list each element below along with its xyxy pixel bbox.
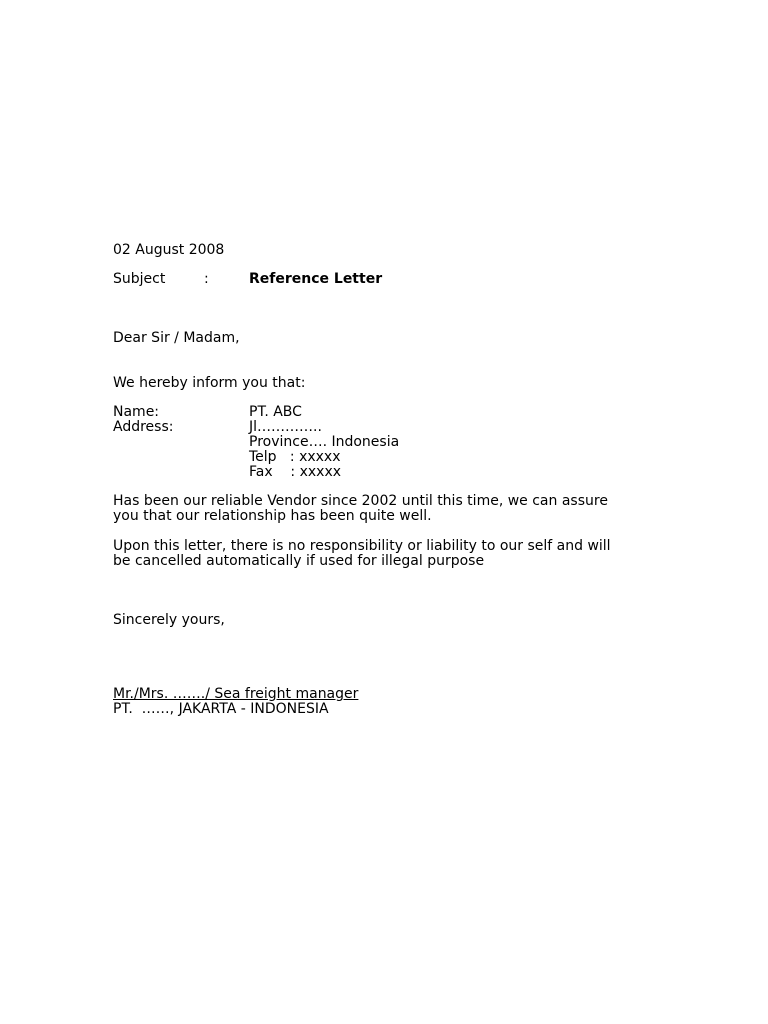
subject-colon: : (204, 271, 209, 287)
address-label: Address: (113, 419, 174, 435)
intro-text: We hereby inform you that: (113, 375, 306, 391)
paragraph-2-line: be cancelled automatically if used for illegal purpose (113, 553, 485, 569)
salutation: Dear Sir / Madam, (113, 330, 240, 346)
subject-value: Reference Letter (249, 271, 383, 287)
paragraph-2-line: Upon this letter, there is no responsibility or liability to our self and will (113, 538, 611, 554)
name-label: Name: (113, 404, 160, 420)
address-telp: Telp : xxxxx (249, 449, 341, 465)
address-fax: Fax : xxxxx (249, 464, 342, 480)
name-value: PT. ABC (249, 404, 302, 420)
subject-label: Subject (113, 271, 166, 287)
company-line: PT. ……, JAKARTA - INDONESIA (113, 701, 329, 717)
paragraph-1-line: you that our relationship has been quite well. (113, 508, 432, 524)
address-line: Province…. Indonesia (249, 434, 400, 450)
letter-date: 02 August 2008 (113, 242, 225, 258)
address-line: Jl………….. (249, 419, 322, 435)
signatory: Mr./Mrs. ……./ Sea freight manager (113, 686, 359, 702)
closing: Sincerely yours, (113, 612, 225, 628)
paragraph-1-line: Has been our reliable Vendor since 2002 until this time, we can assure (113, 493, 608, 509)
